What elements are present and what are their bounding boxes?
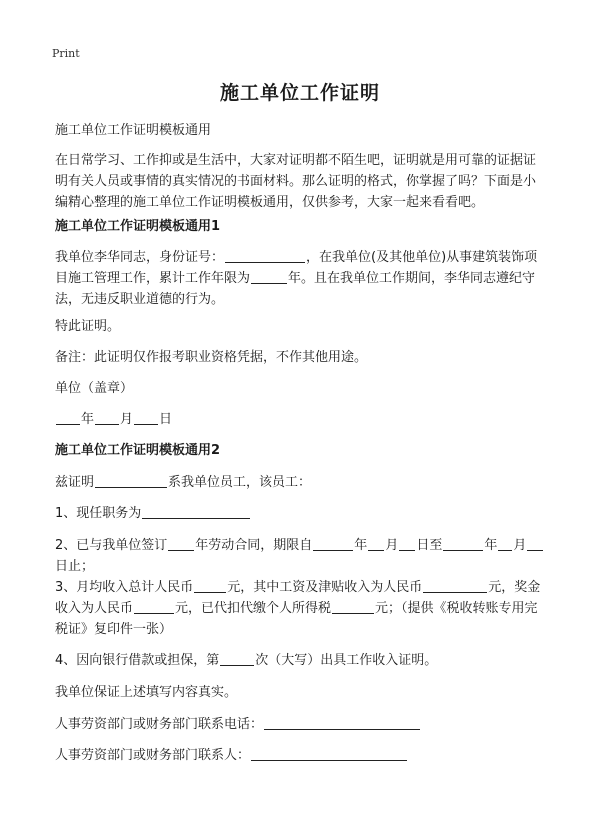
tax-blank — [332, 598, 374, 614]
section2-heading: 施工单位工作证明模板通用2 — [55, 443, 221, 458]
position-blank — [142, 503, 250, 519]
start-year-blank — [313, 535, 353, 551]
section1-paragraph — [55, 247, 547, 310]
work-years-blank — [251, 268, 287, 284]
date-line — [55, 409, 547, 430]
start-day-label: 日至 — [416, 538, 443, 553]
contact-blank — [251, 745, 407, 761]
contact-line — [55, 745, 547, 766]
start-day-blank — [399, 535, 415, 551]
document-subtitle: 施工单位工作证明模板通用 — [55, 123, 212, 138]
page-title: 施工单位工作证明 — [219, 82, 380, 104]
income-text-c: 元，奖金收入为人民币 — [55, 580, 541, 616]
year-blank — [56, 409, 80, 425]
employee-text-b: 系我单位员工，该员工： — [168, 475, 312, 490]
month-blank — [95, 409, 119, 425]
intro-paragraph: 在日常学习、工作抑或是生活中，大家对证明都不陌生吧，证明就是用可靠的证据证明有关人员或事情的真实情况的书面材料。那么证明的格式，你掌握了吗？下面是小编精心整理的施工单位工作证明模板通用，仅供参考，大家一起来看看吧。 — [55, 153, 537, 210]
section1-text-c: 年。且在我单位工作期间，李华同志遵纪守法，无违反职业道德的行为。 — [55, 271, 536, 307]
note-text: 备注：此证明仅作报考职业资格凭据，不作其他用途。 — [55, 350, 368, 365]
contract-text-a: 2、已与我单位签订 — [55, 538, 168, 553]
contract-line — [55, 535, 547, 577]
bonus-income-blank — [134, 598, 174, 614]
end-month-blank — [498, 535, 512, 551]
total-income-blank — [194, 577, 226, 593]
section1-text-b: ，在我单位(及其他单位)从事建筑装饰项目施工管理工作，累计工作年限为 — [55, 250, 538, 286]
income-text-e: 元；（提供《税收转账专用完税证》复印件一张） — [55, 601, 538, 637]
month-label: 月 — [120, 412, 134, 427]
end-day-blank — [527, 535, 543, 551]
income-text-a: 3、月均收入总计人民币 — [55, 580, 194, 595]
income-paragraph — [55, 577, 547, 640]
loan-line — [55, 650, 547, 671]
print-label: Print — [52, 47, 80, 60]
end-month-label: 月 — [513, 538, 527, 553]
loan-text-a: 4、因向银行借款或担保，第 — [55, 653, 220, 668]
contract-text-b: 年劳动合同，期限自 — [195, 538, 313, 553]
position-text: 1、现任职务为 — [55, 506, 142, 521]
employee-name-blank — [95, 472, 167, 488]
start-month-label: 月 — [385, 538, 399, 553]
phone-label: 人事劳资部门或财务部门联系电话： — [55, 717, 264, 732]
end-day-label: 日止； — [55, 559, 95, 574]
contact-label: 人事劳资部门或财务部门联系人： — [55, 748, 251, 763]
day-label: 日 — [159, 412, 173, 427]
end-year-blank — [443, 535, 483, 551]
income-text-b: 元，其中工资及津贴收入为人民币 — [227, 580, 423, 595]
employee-line — [55, 472, 547, 493]
employee-text-a: 兹证明 — [55, 475, 95, 490]
section1-text-a: 我单位李华同志，身份证号： — [55, 250, 225, 265]
phone-line — [55, 714, 547, 735]
position-line — [55, 503, 547, 524]
year-label: 年 — [81, 412, 95, 427]
certify-text: 特此证明。 — [55, 319, 121, 334]
id-number-blank — [225, 247, 305, 263]
issue-count-blank — [220, 650, 254, 666]
wage-income-blank — [423, 577, 487, 593]
section1-heading: 施工单位工作证明模板通用1 — [55, 219, 221, 234]
loan-text-b: 次（大写）出具工作收入证明。 — [255, 653, 438, 668]
income-text-d: 元，已代扣代缴个人所得税 — [175, 601, 332, 616]
seal-text: 单位（盖章） — [55, 381, 134, 396]
contract-years-blank — [168, 535, 194, 551]
day-blank — [134, 409, 158, 425]
phone-blank — [264, 714, 420, 730]
start-month-blank — [368, 535, 384, 551]
start-year-label: 年 — [354, 538, 368, 553]
guarantee-text: 我单位保证上述填写内容真实。 — [55, 685, 238, 700]
end-year-label: 年 — [484, 538, 498, 553]
